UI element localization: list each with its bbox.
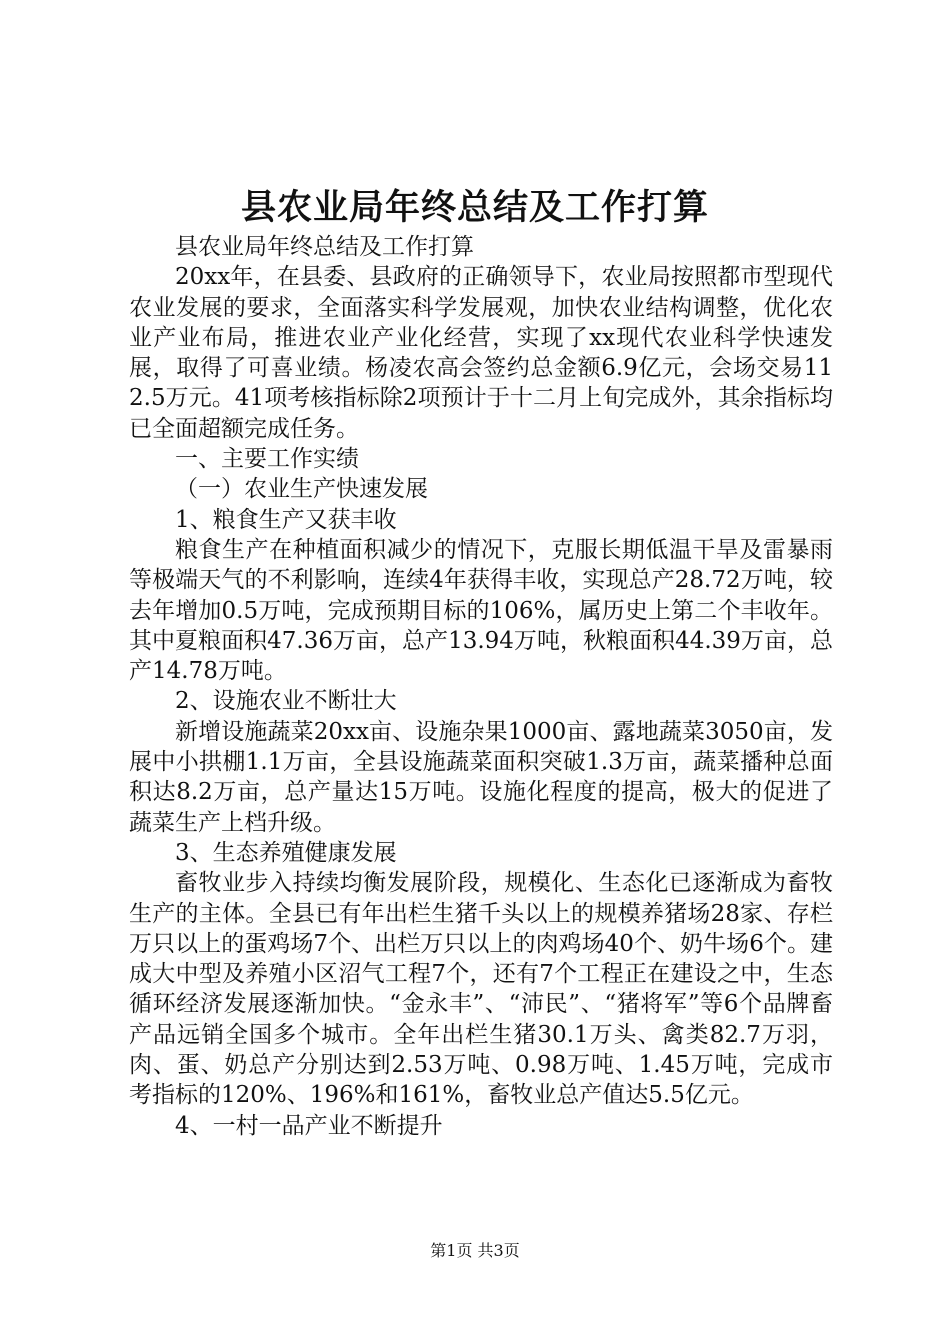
heading-main-achievements: 一、主要工作实绩 [175, 446, 359, 473]
heading-one-village-one-product: 4、一村一品产业不断提升 [175, 1112, 443, 1139]
page-footer: 第1页 共3页 [430, 1241, 520, 1260]
heading-facility-agriculture: 2、设施农业不断壮大 [175, 688, 397, 715]
paragraph-facility: 新增设施蔬菜20xx亩、设施杂果1000亩、露地蔬菜3050亩，发展中小拱棚1.1万亩，全县设施蔬菜面积突破1.3万亩，蔬菜播种总面积达8.2万亩，总产量达15万吨。设施化程度的提高，极大的促进了蔬菜生产上档升级。 [129, 718, 833, 836]
paragraph-subtitle: 县农业局年终总结及工作打算 [175, 234, 474, 260]
document-body [129, 232, 833, 1141]
paragraph-grain: 粮食生产在种植面积减少的情况下，克服长期低温干旱及雷暴雨等极端天气的不利影响，连续4年获得丰收，实现总产28.72万吨，较去年增加0.5万吨，完成预期目标的106%，属历史上第二个丰收年。其中夏粮面积47.36万亩，总产13.94万吨，秋粮面积44.39万亩，总产14.78万吨。 [129, 536, 833, 685]
document-title: 县农业局年终总结及工作打算 [240, 187, 709, 228]
paragraph-intro: 20xx年，在县委、县政府的正确领导下，农业局按照都市型现代农业发展的要求，全面落实科学发展观，加快农业结构调整，优化农业产业布局，推进农业产业化经营，实现了xx现代农业科学快速发展，取得了可喜业绩。杨凌农高会签约总金额6.9亿元，会场交易112.5万元。41项考核指标除2项预计于十二月上旬完成外，其余指标均已全面超额完成任务。 [129, 264, 833, 442]
heading-eco-breeding: 3、生态养殖健康发展 [175, 839, 397, 866]
heading-grain-harvest: 1、粮食生产又获丰收 [175, 506, 397, 533]
heading-agri-production: （一）农业生产快速发展 [175, 476, 428, 503]
paragraph-breeding: 畜牧业步入持续均衡发展阶段，规模化、生态化已逐渐成为畜牧生产的主体。全县已有年出栏生猪千头以上的规模养猪场28家、存栏万只以上的蛋鸡场7个、出栏万只以上的肉鸡场40个、奶牛场6个。建成大中型及养殖小区沼气工程7个，还有7个工程正在建设之中，生态循环经济发展逐渐加快。“金永丰”、“沛民”、“猪将军”等6个品牌畜产品远销全国多个城市。全年出栏生猪30.1万头、禽类82.7万羽，肉、蛋、奶总产分别达到2.53万吨、0.98万吨、1.45万吨，完成市考指标的120%、196%和161%，畜牧业总产值达5.5亿元。 [129, 870, 833, 1109]
